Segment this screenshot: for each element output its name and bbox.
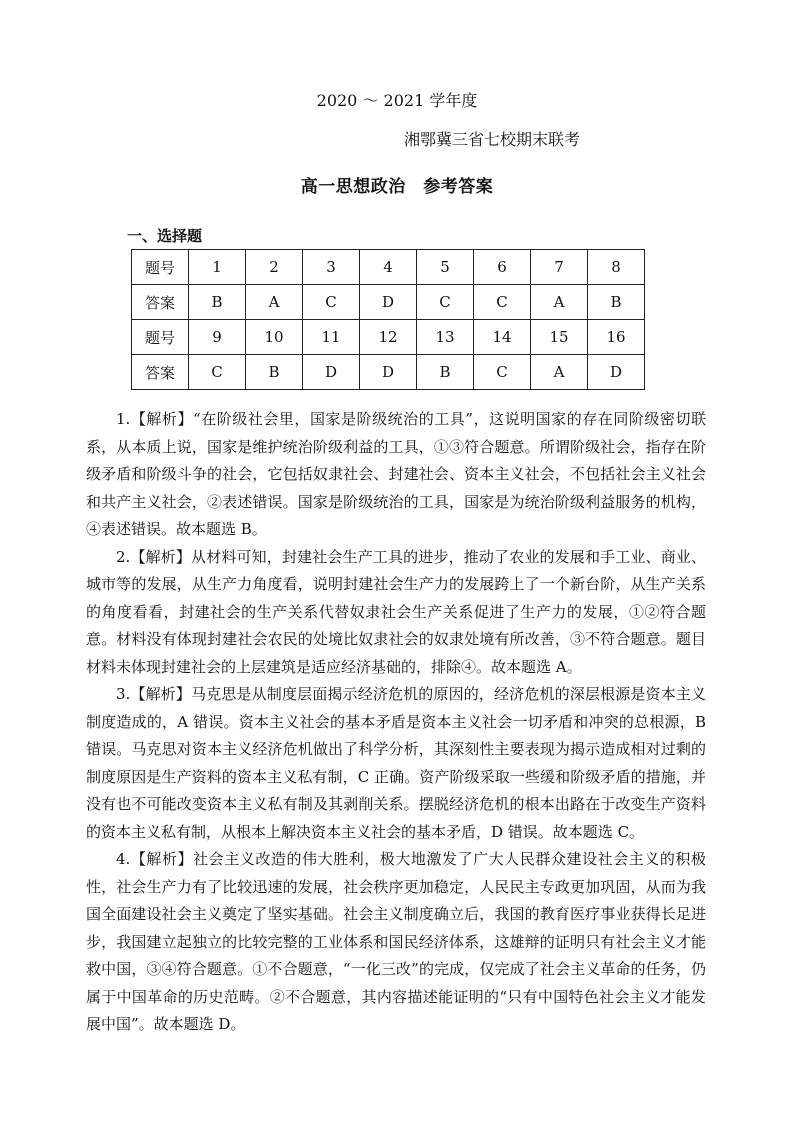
- table-cell: 4: [360, 250, 417, 285]
- table-cell: 10: [246, 320, 303, 355]
- table-cell: C: [189, 355, 246, 390]
- explanation-paragraph: 1.【解析】“在阶级社会里，国家是阶级统治的工具”，这说明国家的存在同阶级密切联系，从本质上说，国家是维护统治阶级利益的工具，①③符合题意。所谓阶级社会，指存在阶级矛盾和阶级斗争的社会，它包括奴隶社会、封建社会、资本主义社会，不包括社会主义社会和共产主义社会，②表述错误。国家是阶级统治的工具，国家是为统治阶级利益服务的机构，④表述错误。故本题选 B。: [86, 410, 706, 538]
- table-cell: 15: [531, 320, 588, 355]
- table-cell: C: [303, 285, 360, 320]
- table-cell: 答案: [132, 355, 189, 390]
- table-cell: 2: [246, 250, 303, 285]
- table-cell: 12: [360, 320, 417, 355]
- table-cell: 题号: [132, 320, 189, 355]
- table-cell: B: [417, 355, 474, 390]
- table-cell: 8: [588, 250, 645, 285]
- table-cell: B: [246, 355, 303, 390]
- table-cell: 3: [303, 250, 360, 285]
- table-row: [132, 250, 645, 285]
- table-cell: 答案: [132, 285, 189, 320]
- answer-table: [131, 249, 645, 390]
- table-cell: C: [417, 285, 474, 320]
- table-cell: 9: [189, 320, 246, 355]
- table-cell: D: [360, 355, 417, 390]
- table-cell: 1: [189, 250, 246, 285]
- table-cell: 14: [474, 320, 531, 355]
- table-cell: A: [531, 285, 588, 320]
- school-year: 2020 ～ 2021 学年度: [316, 91, 478, 110]
- table-cell: 16: [588, 320, 645, 355]
- table-cell: 5: [417, 250, 474, 285]
- table-cell: D: [360, 285, 417, 320]
- table-cell: A: [531, 355, 588, 390]
- table-cell: 11: [303, 320, 360, 355]
- explanation-paragraph: 2.【解析】从材料可知，封建社会生产工具的进步，推动了农业的发展和手工业、商业、城市等的发展，从生产力角度看，说明封建社会生产力的发展跨上了一个新台阶，从生产关系的角度看看，封建社会的生产关系代替奴隶社会生产关系促进了生产力的发展，①②符合题意。材料没有体现封建社会农民的处境比奴隶社会的奴隶处境有所改善，③不符合题意。题目材料未体现封建社会的上层建筑是适应经济基础的，排除④。故本题选 A。: [86, 547, 706, 676]
- table-cell: A: [246, 285, 303, 320]
- table-cell: 题号: [132, 250, 189, 285]
- table-cell: C: [474, 355, 531, 390]
- table-cell: 13: [417, 320, 474, 355]
- table-cell: B: [588, 285, 645, 320]
- page-title: 高一思想政治 参考答案: [300, 177, 494, 197]
- table-cell: D: [588, 355, 645, 390]
- table-row: [132, 355, 645, 390]
- table-cell: D: [303, 355, 360, 390]
- table-cell: 7: [531, 250, 588, 285]
- table-row: [132, 285, 645, 320]
- table-row: [132, 320, 645, 355]
- table-cell: 6: [474, 250, 531, 285]
- explanation-paragraph: 3.【解析】马克思是从制度层面揭示经济危机的原因的，经济危机的深层根源是资本主义制度造成的，A 错误。资本主义社会的基本矛盾是资本主义社会一切矛盾和冲突的总根源，B 错误。马克思对资本主义经济危机做出了科学分析，其深刻性主要表现为揭示造成相对过剩的制度原因是生产资料的资本主义私有制，C 正确。资产阶级采取一些缓和阶级矛盾的措施，并没有也不可能改变资本主义私有制及其剥削关系。摆脱经济危机的根本出路在于改变生产资料的资本主义私有制，从根本上解决资本主义社会的基本矛盾，D 错误。故本题选 C。: [86, 685, 706, 841]
- table-cell: B: [189, 285, 246, 320]
- exam-name: 湘鄂冀三省七校期末联考: [404, 130, 581, 149]
- table-cell: C: [474, 285, 531, 320]
- section-heading: 一、选择题: [127, 227, 203, 245]
- explanation-paragraph: 4.【解析】社会主义改造的伟大胜利，极大地激发了广大人民群众建设社会主义的积极性，社会生产力有了比较迅速的发展，社会秩序更加稳定，人民民主专政更加巩固，从而为我国全面建设社会主义奠定了坚实基础。社会主义制度确立后，我国的教育医疗事业获得长足进步，我国建立起独立的比较完整的工业体系和国民经济体系，这雄辩的证明只有社会主义才能救中国，③④符合题意。①不合题意，“一化三改”的完成，仅完成了社会主义革命的任务，仍属于中国革命的历史范畴。②不合题意，其内容描述能证明的“只有中国特色社会主义才能发展中国”。故本题选 D。: [86, 850, 706, 1033]
- explanations: [86, 406, 706, 1039]
